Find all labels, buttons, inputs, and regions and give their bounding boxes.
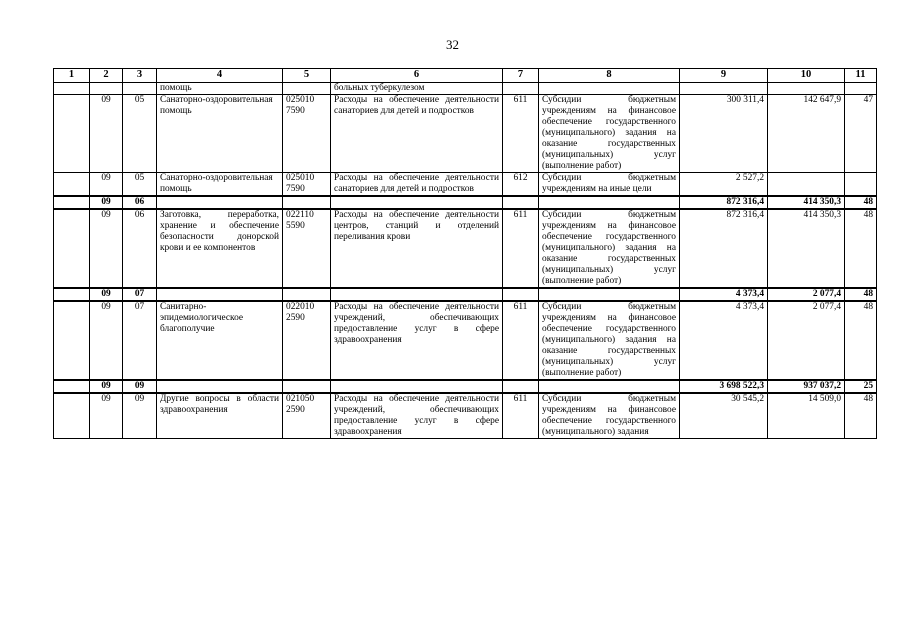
cell-col4: Другие вопросы в области здравоохранения	[157, 393, 283, 439]
cell-col8	[539, 83, 680, 95]
column-header-7: 7	[503, 69, 539, 83]
continuation-row	[54, 83, 877, 95]
cell-col1	[54, 196, 90, 209]
column-header-4: 4	[157, 69, 283, 83]
cell-col8: Субсидии бюджетным учреждениям на иные цели	[539, 173, 680, 197]
cell-col5: 025010 7590	[283, 95, 331, 173]
cell-col11	[845, 173, 877, 197]
cell-col1	[54, 301, 90, 380]
cell-col11: 48	[845, 209, 877, 288]
cell-col4	[157, 288, 283, 301]
cell-col3: 07	[123, 288, 157, 301]
cell-col7: 611	[503, 393, 539, 439]
cell-col9: 3 698 522,3	[680, 380, 768, 393]
cell-col5	[283, 380, 331, 393]
column-header-1: 1	[54, 69, 90, 83]
cell-col5: 021050 2590	[283, 393, 331, 439]
cell-col4	[157, 196, 283, 209]
cell-col6	[331, 380, 503, 393]
cell-col11: 48	[845, 288, 877, 301]
column-header-5: 5	[283, 69, 331, 83]
cell-col9: 2 527,2	[680, 173, 768, 197]
cell-col11: 25	[845, 380, 877, 393]
cell-col5	[283, 196, 331, 209]
cell-col4: Санитарно-эпидемиологическое благополучие	[157, 301, 283, 380]
cell-col9: 300 311,4	[680, 95, 768, 173]
cell-col4: Санаторно-оздоровительная помощь	[157, 173, 283, 197]
table-row	[54, 393, 877, 439]
cell-col1	[54, 95, 90, 173]
cell-col3: 07	[123, 301, 157, 380]
cell-col6: Расходы на обеспечение деятельности центров, станций и отделений переливания крови	[331, 209, 503, 288]
page-number: 32	[446, 37, 459, 52]
cell-col1	[54, 83, 90, 95]
cell-col4: Заготовка, переработка, хранение и обеспечение безопасности донорской крови и ее компонентов	[157, 209, 283, 288]
cell-col10: 2 077,4	[768, 301, 845, 380]
table-row	[54, 95, 877, 173]
column-header-6: 6	[331, 69, 503, 83]
cell-col2: 09	[90, 393, 123, 439]
cell-col2	[90, 83, 123, 95]
cell-col2: 09	[90, 288, 123, 301]
cell-col8	[539, 380, 680, 393]
cell-col10: 414 350,3	[768, 209, 845, 288]
cell-col6: больных туберкулезом	[331, 83, 503, 95]
cell-col5	[283, 83, 331, 95]
cell-col1	[54, 393, 90, 439]
cell-col2: 09	[90, 173, 123, 197]
cell-col3: 05	[123, 95, 157, 173]
column-header-9: 9	[680, 69, 768, 83]
cell-col9: 872 316,4	[680, 196, 768, 209]
cell-col7	[503, 83, 539, 95]
cell-col1	[54, 380, 90, 393]
cell-col3: 06	[123, 196, 157, 209]
cell-col3: 05	[123, 173, 157, 197]
cell-col10	[768, 173, 845, 197]
column-header-3: 3	[123, 69, 157, 83]
cell-col5: 022110 5590	[283, 209, 331, 288]
cell-col8	[539, 288, 680, 301]
cell-col9: 4 373,4	[680, 301, 768, 380]
cell-col8: Субсидии бюджетным учреждениям на финансовое обеспечение государственного (муниципального) задания на оказание государственных (муниципальных) услуг (выполнение работ)	[539, 95, 680, 173]
cell-col2: 09	[90, 95, 123, 173]
cell-col3	[123, 83, 157, 95]
column-header-8: 8	[539, 69, 680, 83]
cell-col10	[768, 83, 845, 95]
column-header-2: 2	[90, 69, 123, 83]
subtotal-row	[54, 196, 877, 209]
cell-col7: 611	[503, 301, 539, 380]
cell-col8	[539, 196, 680, 209]
cell-col10: 414 350,3	[768, 196, 845, 209]
cell-col11	[845, 83, 877, 95]
cell-col7: 612	[503, 173, 539, 197]
cell-col6	[331, 196, 503, 209]
cell-col5: 025010 7590	[283, 173, 331, 197]
column-header-11: 11	[845, 69, 877, 83]
cell-col7	[503, 380, 539, 393]
cell-col6: Расходы на обеспечение деятельности санаториев для детей и подростков	[331, 173, 503, 197]
cell-col5: 022010 2590	[283, 301, 331, 380]
cell-col6: Расходы на обеспечение деятельности учреждений, обеспечивающих предоставление услуг в сфере здравоохранения	[331, 393, 503, 439]
cell-col9: 30 545,2	[680, 393, 768, 439]
cell-col11: 48	[845, 196, 877, 209]
cell-col1	[54, 288, 90, 301]
subtotal-row	[54, 380, 877, 393]
cell-col11: 47	[845, 95, 877, 173]
budget-table	[53, 68, 877, 439]
table-row	[54, 209, 877, 288]
cell-col2: 09	[90, 196, 123, 209]
cell-col8: Субсидии бюджетным учреждениям на финансовое обеспечение государственного (муниципального) задания	[539, 393, 680, 439]
cell-col7	[503, 196, 539, 209]
cell-col6: Расходы на обеспечение деятельности учреждений, обеспечивающих предоставление услуг в сфере здравоохранения	[331, 301, 503, 380]
cell-col11: 48	[845, 393, 877, 439]
cell-col11: 48	[845, 301, 877, 380]
cell-col4: помощь	[157, 83, 283, 95]
table-row	[54, 301, 877, 380]
cell-col8: Субсидии бюджетным учреждениям на финансовое обеспечение государственного (муниципального) задания на оказание государственных (муниципальных) услуг (выполнение работ)	[539, 301, 680, 380]
cell-col4: Санаторно-оздоровительная помощь	[157, 95, 283, 173]
cell-col9: 872 316,4	[680, 209, 768, 288]
cell-col5	[283, 288, 331, 301]
cell-col6	[331, 288, 503, 301]
cell-col1	[54, 209, 90, 288]
cell-col6: Расходы на обеспечение деятельности санаториев для детей и подростков	[331, 95, 503, 173]
cell-col10: 142 647,9	[768, 95, 845, 173]
cell-col2: 09	[90, 301, 123, 380]
cell-col7: 611	[503, 95, 539, 173]
cell-col2: 09	[90, 380, 123, 393]
cell-col1	[54, 173, 90, 197]
cell-col4	[157, 380, 283, 393]
cell-col3: 09	[123, 380, 157, 393]
cell-col10: 937 037,2	[768, 380, 845, 393]
cell-col3: 06	[123, 209, 157, 288]
cell-col10: 14 509,0	[768, 393, 845, 439]
subtotal-row	[54, 288, 877, 301]
table-row	[54, 173, 877, 197]
column-header-10: 10	[768, 69, 845, 83]
cell-col8: Субсидии бюджетным учреждениям на финансовое обеспечение государственного (муниципального) задания на оказание государственных (муниципальных) услуг (выполнение работ)	[539, 209, 680, 288]
table-body	[54, 83, 877, 439]
cell-col7: 611	[503, 209, 539, 288]
cell-col7	[503, 288, 539, 301]
cell-col9	[680, 83, 768, 95]
cell-col3: 09	[123, 393, 157, 439]
table-header	[54, 69, 877, 83]
cell-col10: 2 077,4	[768, 288, 845, 301]
cell-col9: 4 373,4	[680, 288, 768, 301]
cell-col2: 09	[90, 209, 123, 288]
